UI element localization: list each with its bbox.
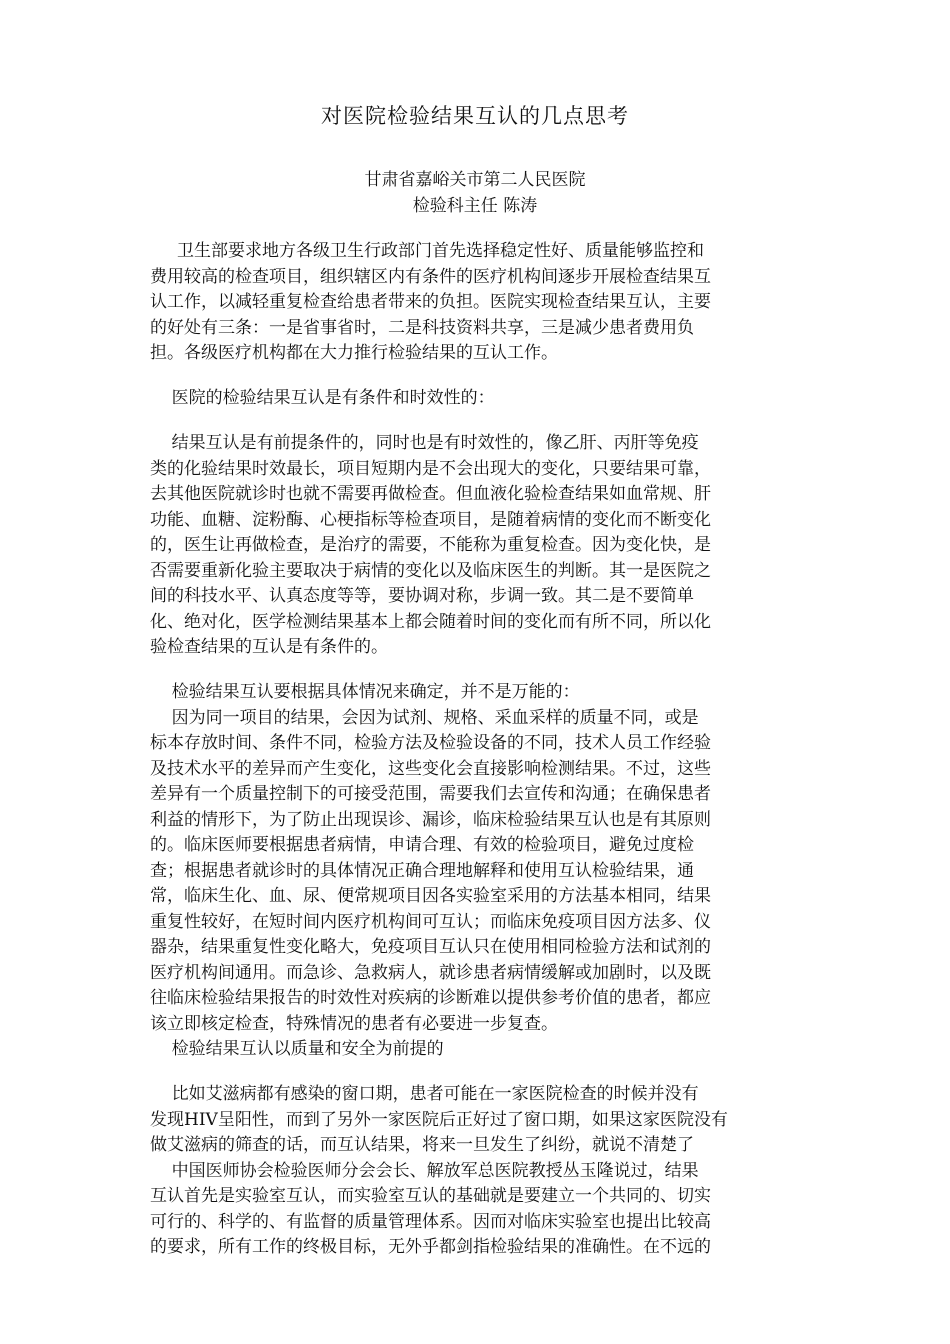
- text-line: 去其他医院就诊时也就不需要再做检查。但血液化验检查结果如血常规、肝: [150, 484, 711, 504]
- paragraph: [150, 239, 805, 367]
- document-title: 对医院检验结果互认的几点思考: [321, 104, 629, 128]
- text-line: 该立即核定检查，特殊情况的患者有必要进一步复查。: [150, 1013, 558, 1034]
- text-line: 标本存放时间、条件不同，检验方法及检验设备的不同，技术人员工作经验: [150, 733, 711, 753]
- text-line: 发现HIV呈阳性，而到了另外一家医院后正好过了窗口期，如果这家医院没有: [150, 1109, 728, 1130]
- author-affiliation: 甘肃省嘉峪关市第二人民医院: [364, 170, 586, 190]
- text-line: 担。各级医疗机构都在大力推行检验结果的互认工作。: [150, 343, 558, 363]
- text-line: 认工作，以减轻重复检查给患者带来的负担。医院实现检查结果互认，主要: [150, 292, 711, 312]
- text-line: 的。临床医师要根据患者病情，申请合理、有效的检验项目，避免过度检: [150, 835, 694, 855]
- text-line: 卫生部要求地方各级卫生行政部门首先选择稳定性好、质量能够监控和: [150, 241, 705, 261]
- text-line: 化、绝对化，医学检测结果基本上都会随着时间的变化而有所不同，所以化: [150, 611, 711, 632]
- paragraph-gap: [150, 661, 805, 681]
- text-line: 常，临床生化、血、尿、便常规项目因各实验室采用的方法基本相同，结果: [150, 886, 711, 906]
- text-line: 医院的检验结果互认是有条件和时效性的：: [150, 388, 495, 408]
- text-line: 检验结果互认以质量和安全为前提的: [150, 1039, 444, 1059]
- text-line: 差异有一个质量控制下的可接受范围，需要我们去宣传和沟通；在确保患者: [150, 784, 711, 804]
- text-line: 利益的情形下，为了防止出现误诊、漏诊，临床检验结果互认也是有其原则: [150, 809, 711, 830]
- paragraph-gap: [150, 1063, 805, 1083]
- text-line: 重复性较好，在短时间内医疗机构间可互认；而临床免疫项目因方法多、仪: [150, 911, 711, 932]
- paragraph-gap: [150, 412, 805, 432]
- text-line: 的要求，所有工作的终极目标，无外乎都剑指检验结果的准确性。在不远的: [150, 1237, 711, 1257]
- text-line: 结果互认是有前提条件的，同时也是有时效性的，像乙肝、丙肝等免疫: [150, 433, 699, 453]
- text-line: 否需要重新化验主要取决于病情的变化以及临床医生的判断。其一是医院之: [150, 560, 711, 581]
- paragraph: [150, 680, 805, 1063]
- text-line: 做艾滋病的筛查的话，而互认结果，将来一旦发生了纠纷，就说不清楚了: [150, 1135, 694, 1155]
- text-line: 查；根据患者就诊时的具体情况正确合理地解释和使用互认检验结果，通: [150, 860, 694, 881]
- text-line: 可行的、科学的、有监督的质量管理体系。因而对临床实验室也提出比较高: [150, 1211, 711, 1232]
- text-line: 的好处有三条：一是省事省时，二是科技资料共享，三是减少患者费用负: [150, 317, 694, 338]
- paragraph-gap: [150, 367, 805, 387]
- text-line: 检验结果互认要根据具体情况来确定，并不是万能的：: [150, 682, 580, 702]
- text-line: 及技术水平的差异而产生变化，这些变化会直接影响检测结果。不过，这些: [150, 758, 711, 779]
- text-line: 因为同一项目的结果，会因为试剂、规格、采血采样的质量不同，或是: [150, 707, 699, 728]
- text-line: 功能、血糖、淀粉酶、心梗指标等检查项目，是随着病情的变化而不断变化: [150, 509, 711, 530]
- paragraph: [150, 431, 805, 661]
- text-line: 器杂，结果重复性变化略大，免疫项目互认只在使用相同检验方法和试剂的: [150, 937, 711, 957]
- text-line: 互认首先是实验室互认，而实验室互认的基础就是要建立一个共同的、切实: [150, 1186, 711, 1206]
- text-line: 中国医师协会检验医师分会会长、解放军总医院教授丛玉隆说过，结果: [150, 1160, 699, 1181]
- text-line: 间的科技水平、认真态度等等，要协调对称，步调一致。其二是不要简单: [150, 586, 694, 606]
- text-line: 往临床检验结果报告的时效性对疾病的诊断难以提供参考价值的患者，都应: [150, 988, 711, 1008]
- paragraph: [150, 1082, 805, 1261]
- text-line: 类的化验结果时效最长，项目短期内是不会出现大的变化，只要结果可靠，: [150, 458, 711, 479]
- text-line: 医疗机构间通用。而急诊、急救病人，就诊患者病情缓解或加剧时，以及既: [150, 962, 711, 983]
- author-role: 检验科主任 陈涛: [412, 196, 538, 216]
- text-line: 的，医生让再做检查，是治疗的需要，不能称为重复检查。因为变化快，是: [150, 535, 711, 555]
- text-line: 验检查结果的互认是有条件的。: [150, 637, 388, 657]
- text-line: 费用较高的检查项目，组织辖区内有条件的医疗机构间逐步开展检查结果互: [150, 266, 711, 287]
- document-body: [150, 239, 805, 1261]
- paragraph: [150, 386, 805, 412]
- text-line: 比如艾滋病都有感染的窗口期，患者可能在一家医院检查的时候并没有: [150, 1084, 699, 1104]
